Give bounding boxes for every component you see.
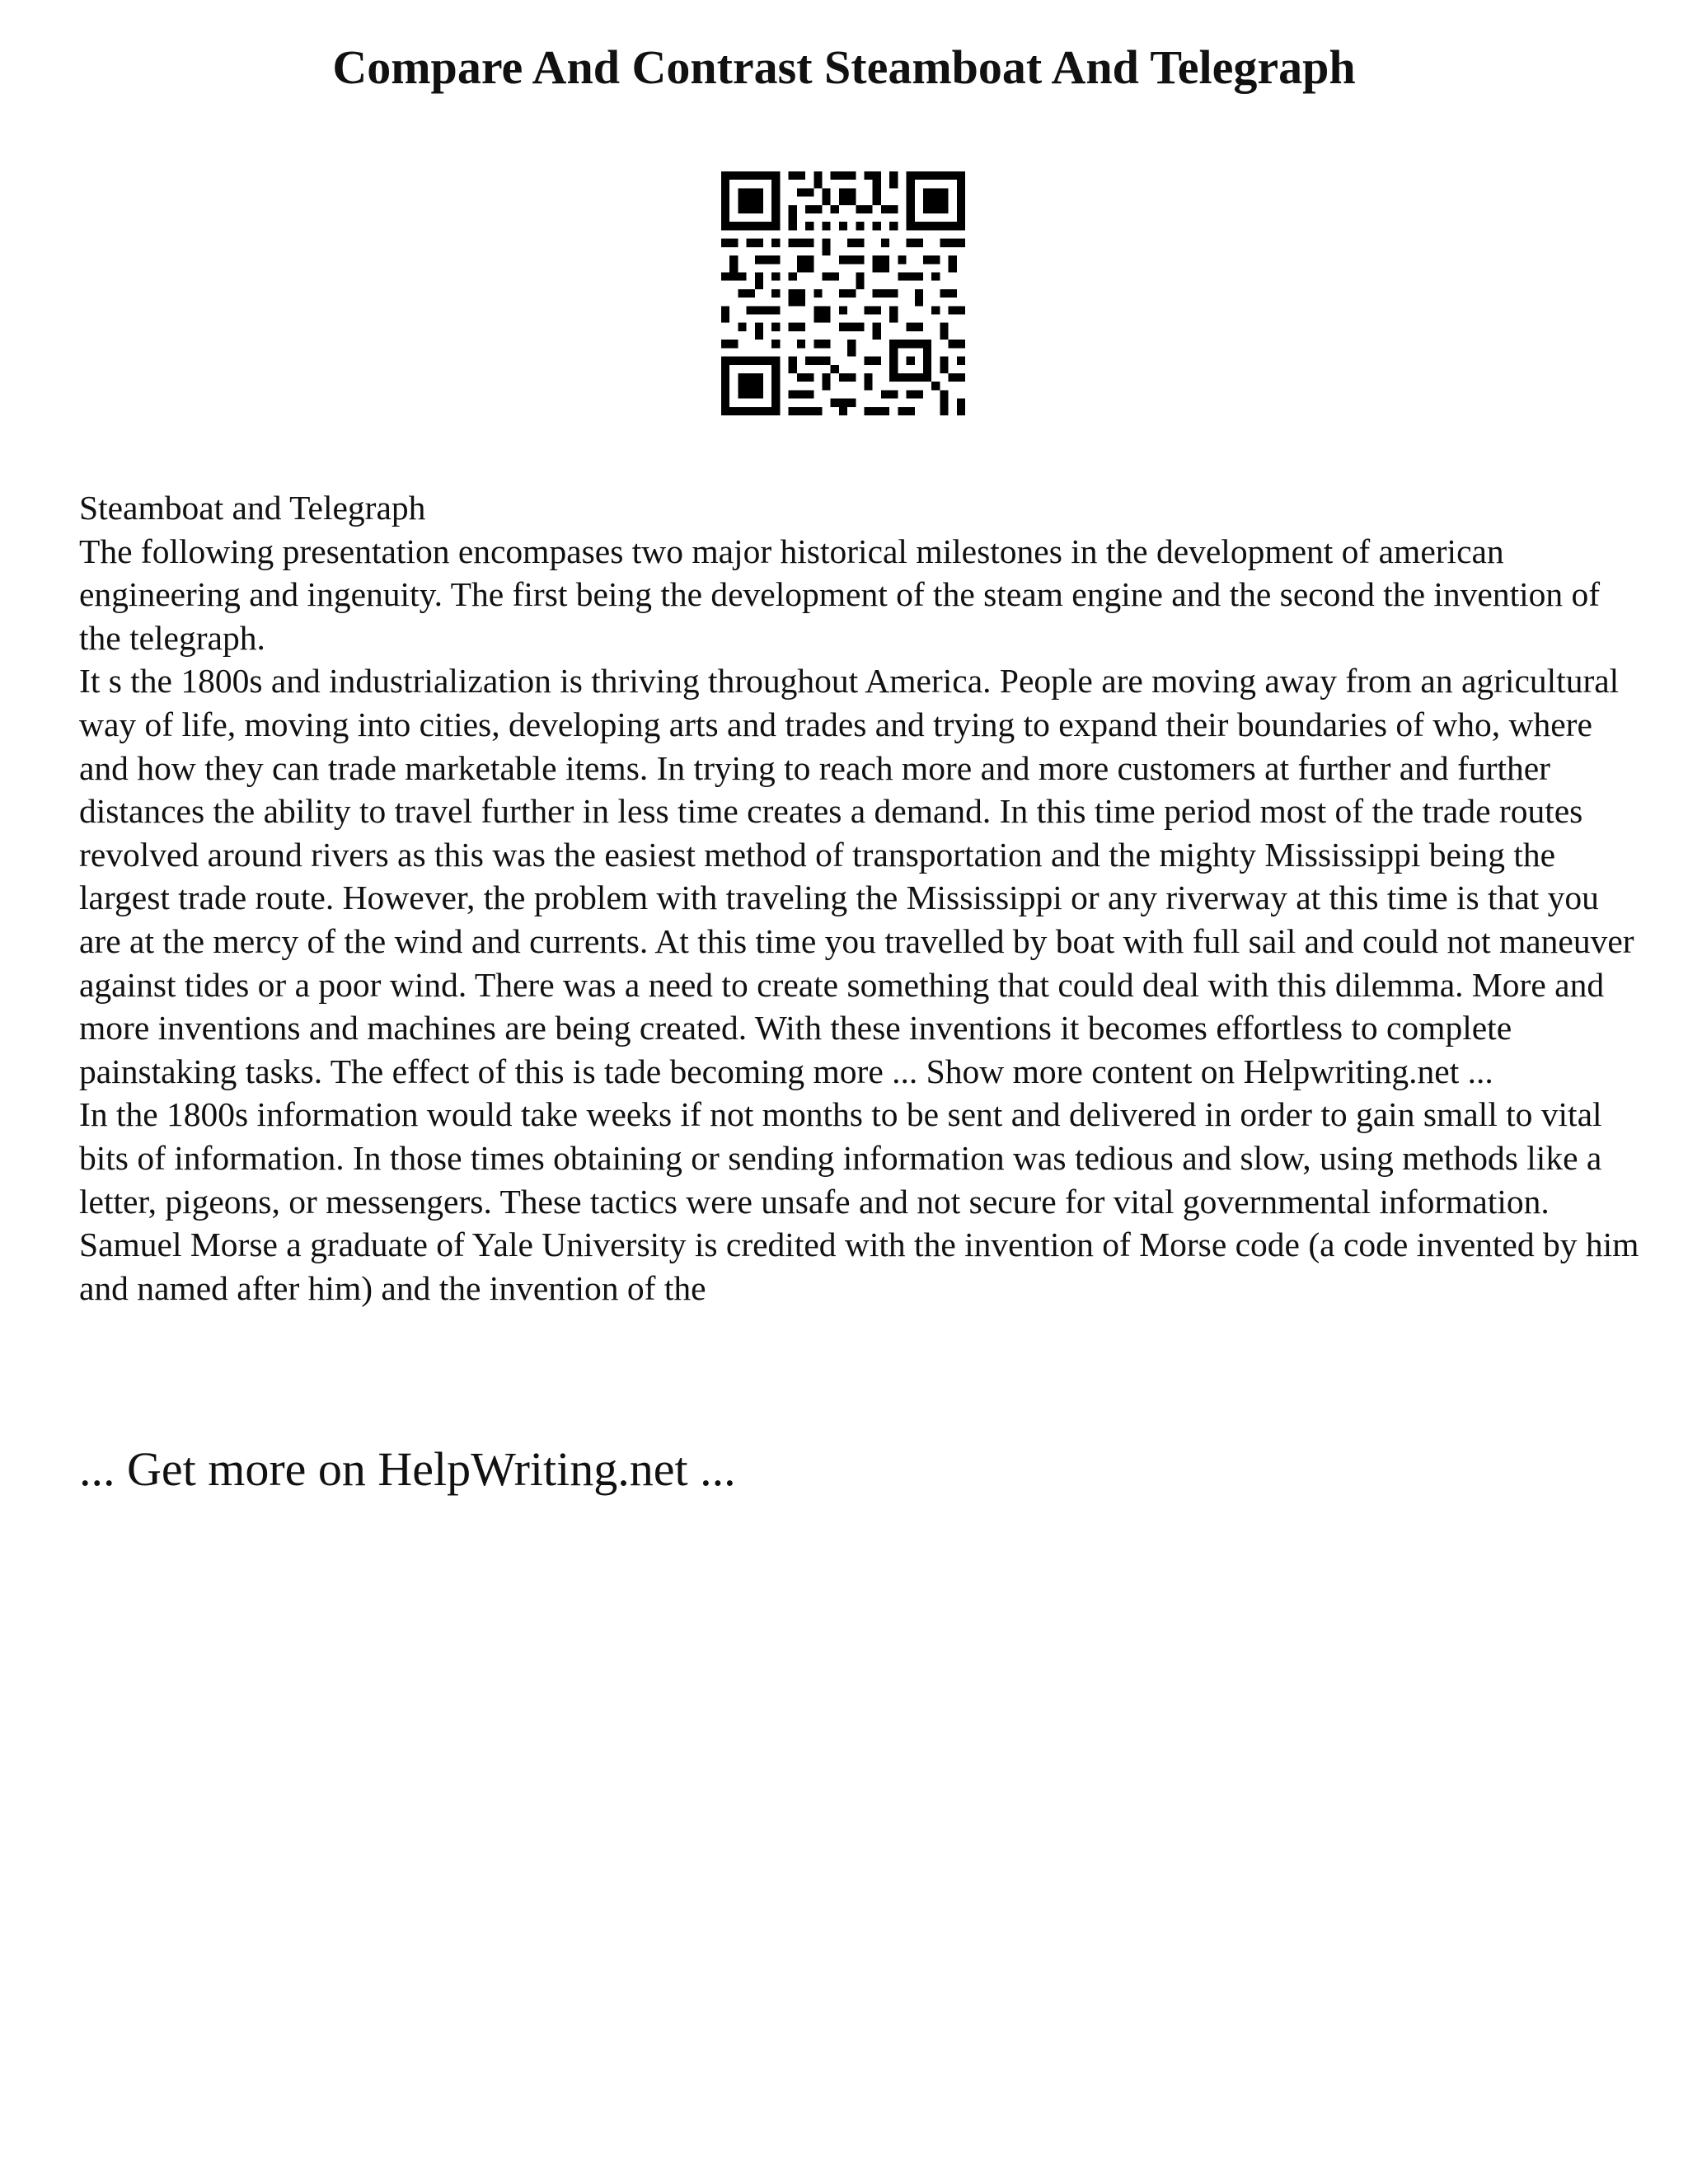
paragraph-intro: The following presentation encompases two major historical milestones in the development of american engineering and ingenuity. The first being the development of the steam engine and the second the invention of the telegraph. xyxy=(79,532,1609,657)
get-more-link[interactable]: ... Get more on HelpWriting.net ... xyxy=(79,1442,736,1496)
page-title: Compare And Contrast Steamboat And Telegraph xyxy=(332,40,1356,94)
paragraph-steamboat: It s the 1800s and industrialization is thriving throughout America. People are moving away from an agricultural way of life, moving into cities, developing arts and trades and trying to expand their boundaries of who, where and how they can trade marketable items. In trying to reach more and more customers at further and further distances the ability to travel further in less time creates a demand. In this time period most of the trade routes revolved around rivers as this was the easiest method of transportation and the mighty Mississippi being the largest trade route. However, the problem with traveling the Mississippi or any riverway at this time is that you are at the mercy of the wind and currents. At this time you travelled by boat with full sail and could not maneuver against tides or a poor wind. There was a need to create something that could deal with this dilemma. More and more inventions and machines are being created. With these inventions it becomes effortless to complete painstaking tasks. The effect of this is tade becoming more ... Show more content on Helpwriting.net ... xyxy=(79,662,1643,1090)
qr-code-icon xyxy=(721,171,965,415)
article-heading: Steamboat and Telegraph xyxy=(79,489,426,527)
paragraph-telegraph: In the 1800s information would take weeks if not months to be sent and delivered in order to gain small to vital bits of information. In those times obtaining or sending information was tedious and slow, using methods like a letter, pigeons, or messengers. These tactics were unsafe and not secure for vital governmental information. Samuel Morse a graduate of Yale University is credited with the invention of Morse code (a code invented by him and named after him) and the invention of the xyxy=(79,1095,1648,1307)
article-body xyxy=(79,486,1648,1310)
